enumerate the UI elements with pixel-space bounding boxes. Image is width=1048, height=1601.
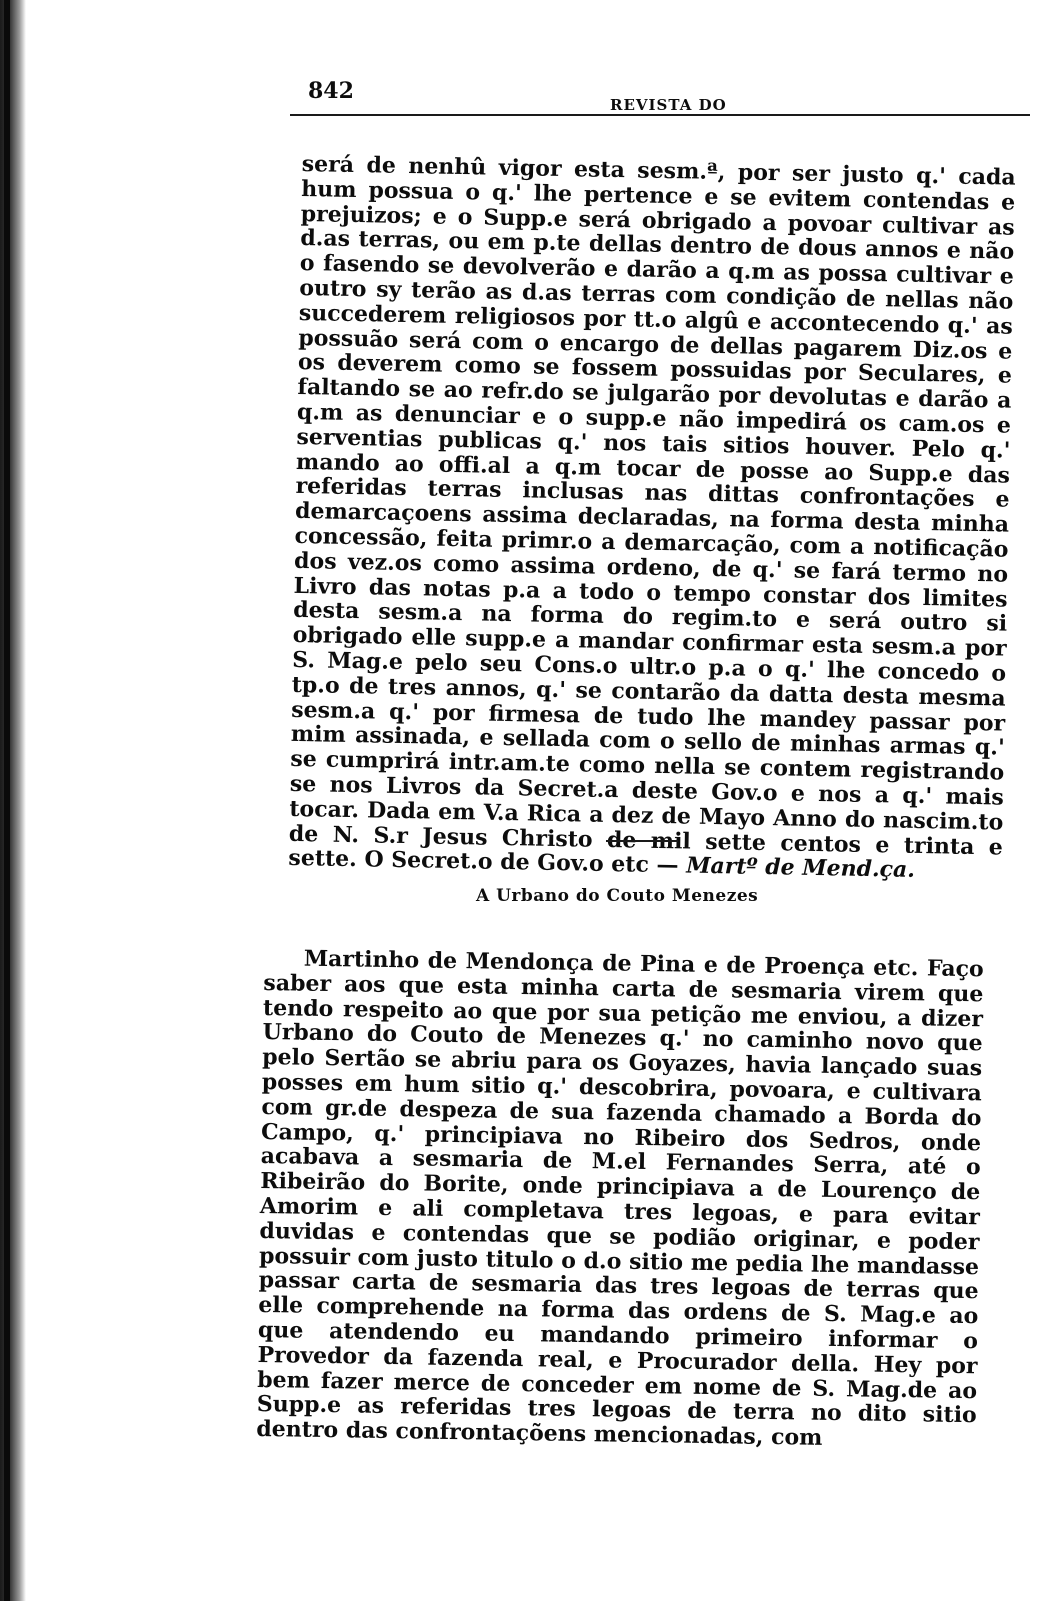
signature: Martº de Mend.ça.	[685, 852, 916, 884]
book-page	[256, 66, 1030, 1451]
book-binding-edge	[0, 0, 26, 1601]
section-text-block	[256, 946, 984, 1453]
section-divider	[606, 840, 678, 842]
paragraph-text: será de nenhû vigor esta sesm.ª, por ser justo q.' cada hum possua o q.' lhe pertence e se evitem contendas e prejuizos; e o Supp.e será obrigado a povoar cultivar as d.as terras, ou em p.te dellas dentro de dous annos e não o fasendo se devolverão e darão a q.m as possa cultivar e outro sy terão as d.as terras com condição de nellas não succederem religiosos por tt.o algû e accontecendo q.' as possuão será com o encargo de dellas pagarem Diz.os e os deverem como se fossem possuidas por Seculares, e faltando se ao refr.do se julgarão por devolutas e darão a q.m as denunciar e o supp.e não impedirá os cam.os e serventias publicas q.' nos tais sitios houver. Pelo q.' mando ao offi.al a q.m tocar de posse ao Supp.e das referidas terras inclusas nas dittas confrontações e demarcaçoens assima declaradas, na forma desta minha concessão, feita primr.o a demarcação, com a notificação dos vez.os como assima ordeno, de q.' se fará termo no Livro das notas p.a a todo o tempo constar dos limites desta sesm.a na forma do regim.to e será outro si obrigado elle supp.e a mandar confirmar esta sesm.a por S. Mag.e pelo seu Cons.o ultr.o p.a o q.' lhe concedo o tp.o de tres annos, q.' se contarão da datta desta mesma sesm.a q.' por firmesa de tudo lhe mandey passar por mim assinada, e sellada com o sello de minhas armas q.' se cumprirá intr.am.te como nella se contem registrando se nos Livros da Secret.a deste Gov.o e nos a q.' mais tocar. Dada em V.a Rica a dez de Mayo Anno do nascim.to de N. S.r Jesus Christo de mil sette centos e trinta e sette. O Secret.o de Gov.o etc —	[288, 151, 1016, 879]
page-header	[290, 66, 1030, 116]
continued-text-block	[288, 152, 1016, 885]
body-paragraph	[288, 152, 1016, 885]
running-head: REVISTA DO	[610, 96, 727, 114]
page-number: 842	[308, 78, 354, 104]
section-title: A Urbano do Couto Menezes	[476, 886, 759, 906]
section-paragraph: Martinho de Mendonça de Pina e de Proença etc. Faço saber aos que esta minha carta de sesmaria virem que tendo respeito ao que por sua petição me enviou, a dizer Urbano do Couto de Menezes q.' no caminho novo que pelo Sertão se abriu para os Goyazes, havia lançado suas posses em hum sitio q.' descobrira, povoara, e cultivara com gr.de despeza de sua fazenda chamado a Borda do Campo, q.' principiava no Ribeiro dos Sedros, onde acabava a sesmaria de M.el Fernandes Serra, até o Ribeirão do Borite, onde principiava a de Lourenço de Amorim e ali completava tres legoas, e para evitar duvidas e contendas que se podião originar, e poder possuir com justo titulo o d.o sitio me pedia lhe mandasse passar carta de sesmaria das tres legoas de terras que elle comprehende na forma das ordens de S. Mag.e ao que atendendo eu mandando primeiro informar o Provedor da fazenda real, e Procurador della. Hey por bem fazer merce de conceder em nome de S. Mag.de ao Supp.e as referidas tres legoas de terra no dito sitio dentro das confrontaçõens mencionadas, com	[256, 945, 984, 1451]
